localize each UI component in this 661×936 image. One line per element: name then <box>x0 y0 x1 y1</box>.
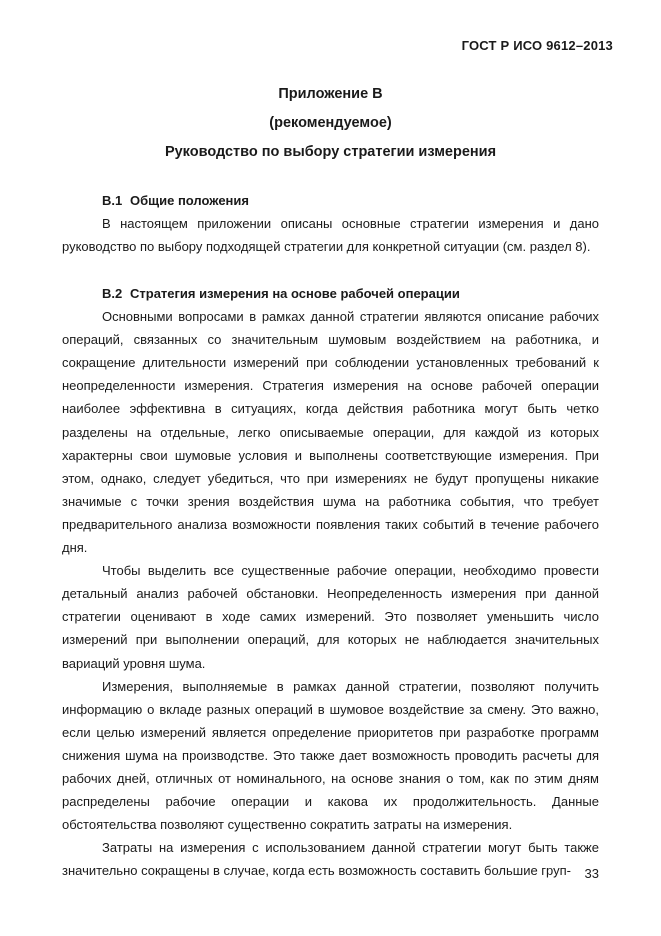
paragraph: Затраты на измерения с использованием данной стратегии могут быть также значительно сокращены в случае, когда есть возможность составить большие груп- <box>62 840 599 879</box>
appendix-title: Приложение В <box>278 86 383 102</box>
section-b1-number: В.1 <box>102 193 123 208</box>
page-number: 33 <box>584 866 599 881</box>
section-b1-title: Общие положения <box>130 193 249 208</box>
paragraph: Измерения, выполняемые в рамках данной стратегии, позволяют получить информацию о вкладе разных операций в шумовое воздействие за смену. Это важно, если целью измерений является определение приоритетов при разработке программ снижения шума на производстве. Это также дает возможность проводить расчеты для рабочих дней, отличных от номинального, на основе знания о том, как по этим дням распределены рабочие операции и какова их продолжительность. Данные обстоятельства позволяют существенно сократить затраты на измерения. <box>62 678 599 833</box>
paragraph: В настоящем приложении описаны основные стратегии измерения и дано руководство по выбору подходящей стратегии для конкретной ситуации (см. раздел 8). <box>62 216 599 255</box>
section-b1 <box>62 189 599 258</box>
section-b2 <box>62 282 599 882</box>
paragraph: Основными вопросами в рамках данной стратегии являются описание рабочих операций, связанных со значительным шумовым воздействием на работника, и сокращение длительности измерений при соблюдении установленных требований к неопределенности измерения. Стратегия измерения на основе рабочей операции наиболее эффективна в ситуациях, когда действия работника могут быть четко разделены на отдельные, легко описываемые операции, для каждой из которых характерны свои шумовые условия и выполнены соответствующие измерения. При этом, однако, следует убедиться, что при измерениях не будут пропущены никакие значимые с точки зрения воздействия шума на работника события, что требует предварительного анализа возможности появления таких событий в течение рабочего дня. <box>62 309 599 556</box>
appendix-status: (рекомендуемое) <box>269 115 392 131</box>
section-b1-heading <box>62 189 599 212</box>
section-b2-title: Стратегия измерения на основе рабочей операции <box>130 286 460 301</box>
standard-designation: ГОСТ Р ИСО 9612–2013 <box>461 38 613 53</box>
section-b2-heading <box>62 282 599 305</box>
appendix-subtitle: Руководство по выбору стратегии измерения <box>164 144 497 160</box>
section-b2-number: В.2 <box>102 286 123 301</box>
paragraph: Чтобы выделить все существенные рабочие операции, необходимо провести детальный анализ рабочей обстановки. Неопределенность измерения при данной стратегии оценивают в ходе самих измерений. Это позволяет уменьшить число измерений при выполнении операций, для которых не наблюдается значительных вариаций уровня шума. <box>62 563 599 671</box>
